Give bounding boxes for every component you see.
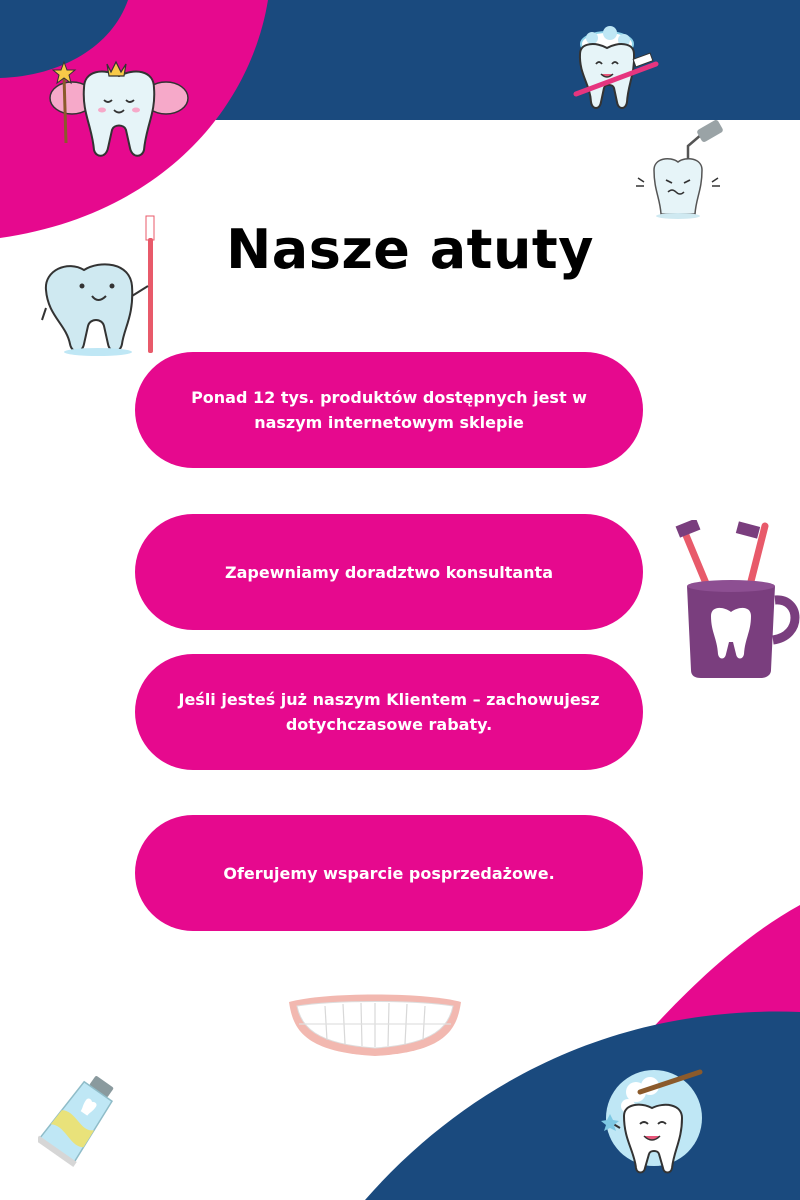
feature-text-discounts: Jeśli jesteś już naszym Klientem – zachowujesz dotychczasowe rabaty. bbox=[178, 690, 600, 734]
feature-pill-discounts bbox=[135, 654, 643, 770]
tooth-drill-icon bbox=[630, 120, 730, 220]
feature-text-products: Ponad 12 tys. produktów dostępnych jest w naszym internetowym sklepie bbox=[191, 388, 587, 432]
toothbrush-cup-icon bbox=[675, 520, 800, 680]
teeth-smile-icon bbox=[285, 990, 465, 1060]
feature-pill-support bbox=[135, 815, 643, 931]
feature-pill-consultant bbox=[135, 514, 643, 630]
feature-text-consultant: Zapewniamy doradztwo konsultanta bbox=[225, 562, 553, 582]
feature-pill-products bbox=[135, 352, 643, 468]
page-title: Nasze atuty bbox=[226, 218, 594, 281]
toothpaste-icon bbox=[38, 1072, 128, 1167]
feature-text-support: Oferujemy wsparcie posprzedażowe. bbox=[223, 863, 555, 883]
tooth-cleaning-icon bbox=[600, 1062, 710, 1177]
tooth-brushing-icon bbox=[572, 24, 662, 114]
tooth-fairy-icon bbox=[44, 58, 194, 158]
